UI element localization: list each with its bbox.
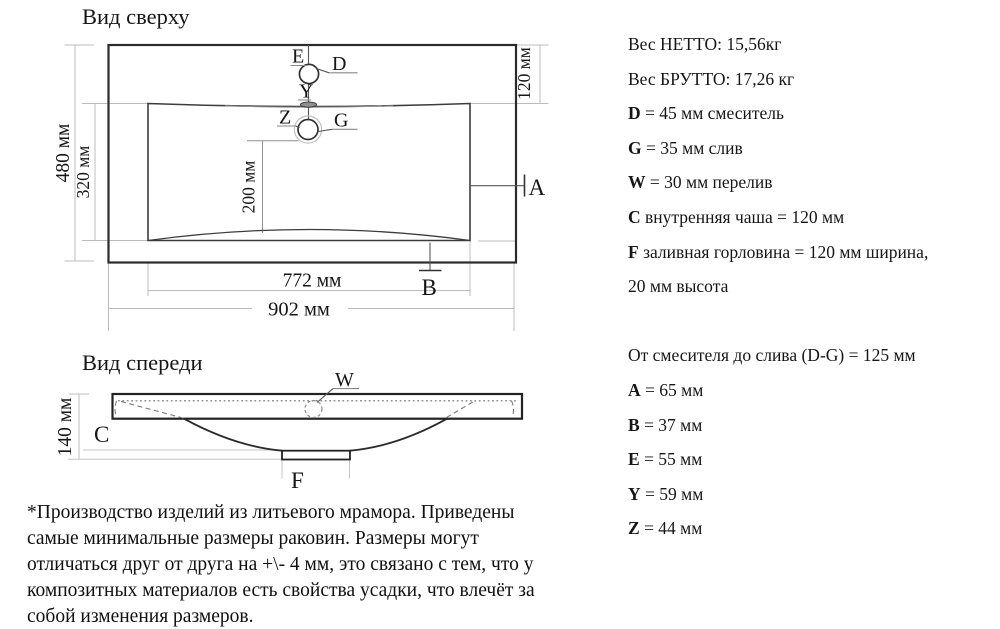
overflow-slot bbox=[301, 102, 317, 107]
dim-text-320: 320 мм bbox=[73, 145, 93, 199]
label-f: F bbox=[291, 468, 304, 493]
spec-line-f bbox=[628, 235, 1000, 270]
spec-line-brutto bbox=[628, 62, 1000, 97]
spec-key: D bbox=[628, 103, 641, 124]
label-c: C bbox=[94, 422, 110, 447]
spec-text: заливная горловина = 120 мм ширина, bbox=[638, 241, 929, 262]
spec-panel bbox=[628, 27, 1000, 546]
spec-text: Вес НЕТТО: 15,56кг bbox=[628, 34, 782, 54]
label-b: B bbox=[421, 275, 437, 300]
note-line: отличаться друг от друга на +\- 4 мм, это связано с тем, что у bbox=[27, 554, 534, 575]
spec-text: = 30 мм перелив bbox=[645, 172, 773, 193]
spec-text: = 35 мм слив bbox=[641, 137, 743, 158]
top-view-title: Вид сверху bbox=[82, 4, 190, 29]
drain-flange bbox=[282, 451, 350, 460]
front-view-title: Вид спереди bbox=[82, 350, 203, 375]
spec-line-c bbox=[628, 200, 1000, 235]
dim-text-902: 902 мм bbox=[268, 298, 330, 321]
leader-line bbox=[318, 129, 332, 131]
bowl-curve-left bbox=[184, 419, 282, 451]
spec-text: = 55 мм bbox=[639, 449, 703, 470]
label-d: D bbox=[332, 53, 347, 75]
spec-text: 20 мм высота bbox=[628, 276, 729, 297]
dim-text-480: 480 мм bbox=[53, 123, 74, 183]
countertop-slab bbox=[113, 394, 523, 419]
basin-bottom-arc bbox=[148, 230, 470, 241]
label-g: G bbox=[334, 109, 349, 132]
production-note bbox=[27, 500, 617, 629]
spec-text: = 37 мм bbox=[639, 414, 703, 435]
spec-key: C bbox=[628, 206, 641, 227]
spec-line-y bbox=[628, 477, 1000, 512]
dim-text-120: 120 мм bbox=[514, 47, 534, 100]
spec-key: W bbox=[628, 172, 646, 193]
spec-key: G bbox=[628, 137, 642, 158]
spec-line-dg bbox=[628, 338, 1000, 373]
bowl-curve-right bbox=[350, 419, 447, 451]
spec-text: = 44 мм bbox=[639, 518, 703, 539]
spec-line-d bbox=[628, 96, 1000, 131]
note-line: композитных материалов есть свойства усадки, что влечёт за bbox=[27, 580, 535, 601]
spec-line-b bbox=[628, 408, 1000, 443]
spec-line-a bbox=[628, 373, 1000, 408]
spec-text: = 59 мм bbox=[640, 483, 704, 504]
spec-key: E bbox=[628, 449, 640, 470]
note-line: собой изменения размеров. bbox=[27, 606, 254, 627]
spec-line-z bbox=[628, 511, 1000, 546]
spec-text: внутренняя чаша = 120 мм bbox=[640, 206, 845, 227]
label-a: A bbox=[528, 175, 546, 200]
label-z: Z bbox=[279, 106, 292, 129]
dim-text-200: 200 мм bbox=[238, 160, 259, 214]
spec-text: От смесителя до слива (D-G) = 125 мм bbox=[628, 345, 916, 366]
spec-line-netto bbox=[628, 27, 1000, 62]
spec-key: A bbox=[628, 379, 641, 400]
spec-key: Z bbox=[628, 518, 640, 539]
spec-key: B bbox=[628, 414, 640, 435]
spec-line-w bbox=[628, 165, 1000, 200]
spec-line-g bbox=[628, 131, 1000, 166]
note-line: самые минимальные размеры раковин. Размеры могут bbox=[27, 528, 479, 549]
top-view-dimension-texts bbox=[53, 47, 534, 320]
spec-text: = 65 мм bbox=[640, 379, 704, 400]
dim-text-140: 140 мм bbox=[55, 397, 76, 457]
spec-text: = 45 мм смеситель bbox=[640, 103, 784, 124]
spec-key: F bbox=[628, 241, 639, 262]
spec-key: Y bbox=[628, 483, 641, 504]
label-w: W bbox=[335, 369, 354, 391]
label-e: E bbox=[292, 45, 305, 68]
note-line: *Производство изделий из литьевого мрамора. Приведены bbox=[27, 502, 515, 523]
label-y: Y bbox=[299, 80, 314, 103]
dim-text-772: 772 мм bbox=[282, 270, 342, 292]
top-view-diagram bbox=[53, 4, 549, 331]
spec-text: Вес БРУТТО: 17,26 кг bbox=[628, 68, 795, 89]
drain-hole-g bbox=[298, 120, 318, 140]
spec-line-e bbox=[628, 442, 1000, 477]
spec-line-f2 bbox=[628, 269, 1000, 304]
front-view-diagram bbox=[55, 350, 522, 493]
